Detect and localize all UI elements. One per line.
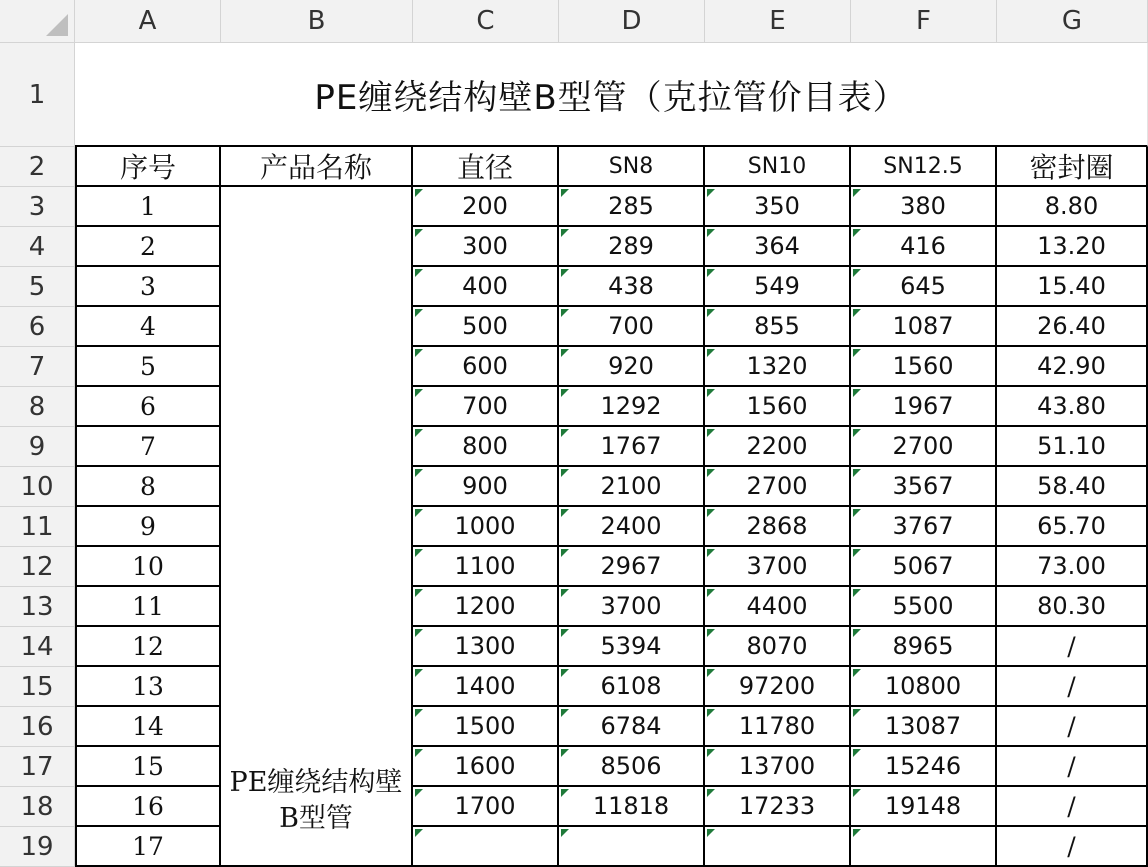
cell-sn10-row-12[interactable]: 3700: [705, 547, 851, 587]
column-header-e[interactable]: E: [705, 0, 851, 43]
product-name-merged-cell[interactable]: PE缠绕结构壁B型管: [221, 187, 413, 867]
cell-sn12-5-row-5[interactable]: 645: [851, 267, 997, 307]
select-all-triangle-icon: [46, 14, 68, 36]
cell-seal-row-19[interactable]: /: [997, 827, 1148, 867]
cell-diameter-row-13[interactable]: 1200: [413, 587, 559, 627]
cell-sn8-row-13[interactable]: 3700: [559, 587, 705, 627]
cell-sn10-row-16[interactable]: 11780: [705, 707, 851, 747]
header-diameter[interactable]: 直径: [413, 147, 559, 187]
header-sn10[interactable]: SN10: [705, 147, 851, 187]
cell-seal-row-9[interactable]: 51.10: [997, 427, 1148, 467]
row-header-13[interactable]: 13: [0, 587, 75, 627]
cell-seq-row-10[interactable]: 8: [75, 467, 221, 507]
cell-seal-row-10[interactable]: 58.40: [997, 467, 1148, 507]
cell-sn12-5-row-12[interactable]: 5067: [851, 547, 997, 587]
cell-sn10-row-3[interactable]: 350: [705, 187, 851, 227]
cell-seq-row-18[interactable]: 16: [75, 787, 221, 827]
cell-diameter-row-17[interactable]: 1600: [413, 747, 559, 787]
cell-seal-row-4[interactable]: 13.20: [997, 227, 1148, 267]
cell-sn12-5-row-14[interactable]: 8965: [851, 627, 997, 667]
cell-sn8-row-4[interactable]: 289: [559, 227, 705, 267]
row-header-18[interactable]: 18: [0, 787, 75, 827]
header-seq[interactable]: 序号: [75, 147, 221, 187]
cell-seal-row-3[interactable]: 8.80: [997, 187, 1148, 227]
cell-sn8-row-8[interactable]: 1292: [559, 387, 705, 427]
row-header-12[interactable]: 12: [0, 547, 75, 587]
column-header-g[interactable]: G: [997, 0, 1148, 43]
cell-sn8-row-18[interactable]: 11818: [559, 787, 705, 827]
cell-sn8-row-15[interactable]: 6108: [559, 667, 705, 707]
cell-sn12-5-row-17[interactable]: 15246: [851, 747, 997, 787]
cell-sn8-row-11[interactable]: 2400: [559, 507, 705, 547]
row-header-10[interactable]: 10: [0, 467, 75, 507]
cell-seq-row-8[interactable]: 6: [75, 387, 221, 427]
cell-sn10-row-7[interactable]: 1320: [705, 347, 851, 387]
cell-sn10-row-17[interactable]: 13700: [705, 747, 851, 787]
cell-sn12-5-row-15[interactable]: 10800: [851, 667, 997, 707]
cell-diameter-row-11[interactable]: 1000: [413, 507, 559, 547]
cell-sn10-row-4[interactable]: 364: [705, 227, 851, 267]
cell-sn10-row-18[interactable]: 17233: [705, 787, 851, 827]
cell-seal-row-17[interactable]: /: [997, 747, 1148, 787]
cell-seq-row-12[interactable]: 10: [75, 547, 221, 587]
cell-sn8-row-14[interactable]: 5394: [559, 627, 705, 667]
row-header-19[interactable]: 19: [0, 827, 75, 867]
row-header-17[interactable]: 17: [0, 747, 75, 787]
cell-seq-row-15[interactable]: 13: [75, 667, 221, 707]
column-header-f[interactable]: F: [851, 0, 997, 43]
header-sn8[interactable]: SN8: [559, 147, 705, 187]
cell-sn12-5-row-11[interactable]: 3767: [851, 507, 997, 547]
cell-sn12-5-row-10[interactable]: 3567: [851, 467, 997, 507]
cell-seal-row-18[interactable]: /: [997, 787, 1148, 827]
header-seal[interactable]: 密封圈: [997, 147, 1148, 187]
cell-sn10-row-13[interactable]: 4400: [705, 587, 851, 627]
cell-seq-row-14[interactable]: 12: [75, 627, 221, 667]
cell-diameter-row-10[interactable]: 900: [413, 467, 559, 507]
cell-seal-row-5[interactable]: 15.40: [997, 267, 1148, 307]
row-header-16[interactable]: 16: [0, 707, 75, 747]
cell-diameter-row-15[interactable]: 1400: [413, 667, 559, 707]
cell-diameter-row-16[interactable]: 1500: [413, 707, 559, 747]
cell-sn10-row-6[interactable]: 855: [705, 307, 851, 347]
row-header-15[interactable]: 15: [0, 667, 75, 707]
cell-sn10-row-15[interactable]: 97200: [705, 667, 851, 707]
column-header-d[interactable]: D: [559, 0, 705, 43]
row-header-9[interactable]: 9: [0, 427, 75, 467]
cell-sn12-5-row-4[interactable]: 416: [851, 227, 997, 267]
cell-sn8-row-12[interactable]: 2967: [559, 547, 705, 587]
row-header-2[interactable]: 2: [0, 147, 75, 187]
cell-diameter-row-8[interactable]: 700: [413, 387, 559, 427]
cell-sn8-row-5[interactable]: 438: [559, 267, 705, 307]
row-header-1[interactable]: 1: [0, 43, 75, 147]
cell-sn12-5-row-8[interactable]: 1967: [851, 387, 997, 427]
cell-diameter-row-9[interactable]: 800: [413, 427, 559, 467]
cell-seq-row-3[interactable]: 1: [75, 187, 221, 227]
cell-sn8-row-19[interactable]: [559, 827, 705, 867]
cell-sn8-row-16[interactable]: 6784: [559, 707, 705, 747]
row-header-11[interactable]: 11: [0, 507, 75, 547]
cell-seal-row-13[interactable]: 80.30: [997, 587, 1148, 627]
cell-seq-row-7[interactable]: 5: [75, 347, 221, 387]
cell-sn12-5-row-13[interactable]: 5500: [851, 587, 997, 627]
cell-sn10-row-5[interactable]: 549: [705, 267, 851, 307]
cell-diameter-row-3[interactable]: 200: [413, 187, 559, 227]
cell-sn12-5-row-3[interactable]: 380: [851, 187, 997, 227]
cell-sn8-row-17[interactable]: 8506: [559, 747, 705, 787]
column-header-c[interactable]: C: [413, 0, 559, 43]
cell-seq-row-11[interactable]: 9: [75, 507, 221, 547]
row-header-5[interactable]: 5: [0, 267, 75, 307]
cell-seq-row-19[interactable]: 17: [75, 827, 221, 867]
cell-sn12-5-row-6[interactable]: 1087: [851, 307, 997, 347]
cell-diameter-row-18[interactable]: 1700: [413, 787, 559, 827]
cell-seq-row-6[interactable]: 4: [75, 307, 221, 347]
cell-sn12-5-row-9[interactable]: 2700: [851, 427, 997, 467]
cell-sn8-row-3[interactable]: 285: [559, 187, 705, 227]
cell-sn8-row-9[interactable]: 1767: [559, 427, 705, 467]
cell-seq-row-16[interactable]: 14: [75, 707, 221, 747]
cell-seal-row-14[interactable]: /: [997, 627, 1148, 667]
cell-seal-row-12[interactable]: 73.00: [997, 547, 1148, 587]
cell-sn12-5-row-18[interactable]: 19148: [851, 787, 997, 827]
header-sn125[interactable]: SN12.5: [851, 147, 997, 187]
row-header-3[interactable]: 3: [0, 187, 75, 227]
cell-sn10-row-14[interactable]: 8070: [705, 627, 851, 667]
cell-seq-row-4[interactable]: 2: [75, 227, 221, 267]
cell-diameter-row-5[interactable]: 400: [413, 267, 559, 307]
column-header-a[interactable]: A: [75, 0, 221, 43]
select-all-corner[interactable]: [0, 0, 75, 43]
cell-sn10-row-19[interactable]: [705, 827, 851, 867]
cell-seal-row-7[interactable]: 42.90: [997, 347, 1148, 387]
cell-seal-row-16[interactable]: /: [997, 707, 1148, 747]
cell-sn10-row-11[interactable]: 2868: [705, 507, 851, 547]
sheet-title[interactable]: PE缠绕结构壁B型管（克拉管价目表）: [75, 43, 1148, 147]
row-header-6[interactable]: 6: [0, 307, 75, 347]
row-header-4[interactable]: 4: [0, 227, 75, 267]
cell-seal-row-11[interactable]: 65.70: [997, 507, 1148, 547]
cell-seq-row-13[interactable]: 11: [75, 587, 221, 627]
cell-sn8-row-7[interactable]: 920: [559, 347, 705, 387]
cell-diameter-row-12[interactable]: 1100: [413, 547, 559, 587]
cell-diameter-row-14[interactable]: 1300: [413, 627, 559, 667]
cell-diameter-row-4[interactable]: 300: [413, 227, 559, 267]
cell-diameter-row-6[interactable]: 500: [413, 307, 559, 347]
cell-seal-row-15[interactable]: /: [997, 667, 1148, 707]
cell-diameter-row-19[interactable]: [413, 827, 559, 867]
cell-sn12-5-row-7[interactable]: 1560: [851, 347, 997, 387]
cell-diameter-row-7[interactable]: 600: [413, 347, 559, 387]
cell-sn10-row-10[interactable]: 2700: [705, 467, 851, 507]
cell-seq-row-5[interactable]: 3: [75, 267, 221, 307]
row-header-8[interactable]: 8: [0, 387, 75, 427]
header-product-name[interactable]: 产品名称: [221, 147, 413, 187]
cell-seal-row-8[interactable]: 43.80: [997, 387, 1148, 427]
cell-seq-row-17[interactable]: 15: [75, 747, 221, 787]
cell-sn10-row-8[interactable]: 1560: [705, 387, 851, 427]
row-header-14[interactable]: 14: [0, 627, 75, 667]
row-header-7[interactable]: 7: [0, 347, 75, 387]
cell-sn12-5-row-19[interactable]: [851, 827, 997, 867]
cell-sn12-5-row-16[interactable]: 13087: [851, 707, 997, 747]
cell-sn8-row-6[interactable]: 700: [559, 307, 705, 347]
cell-seq-row-9[interactable]: 7: [75, 427, 221, 467]
cell-seal-row-6[interactable]: 26.40: [997, 307, 1148, 347]
column-header-b[interactable]: B: [221, 0, 413, 43]
cell-sn8-row-10[interactable]: 2100: [559, 467, 705, 507]
cell-sn10-row-9[interactable]: 2200: [705, 427, 851, 467]
